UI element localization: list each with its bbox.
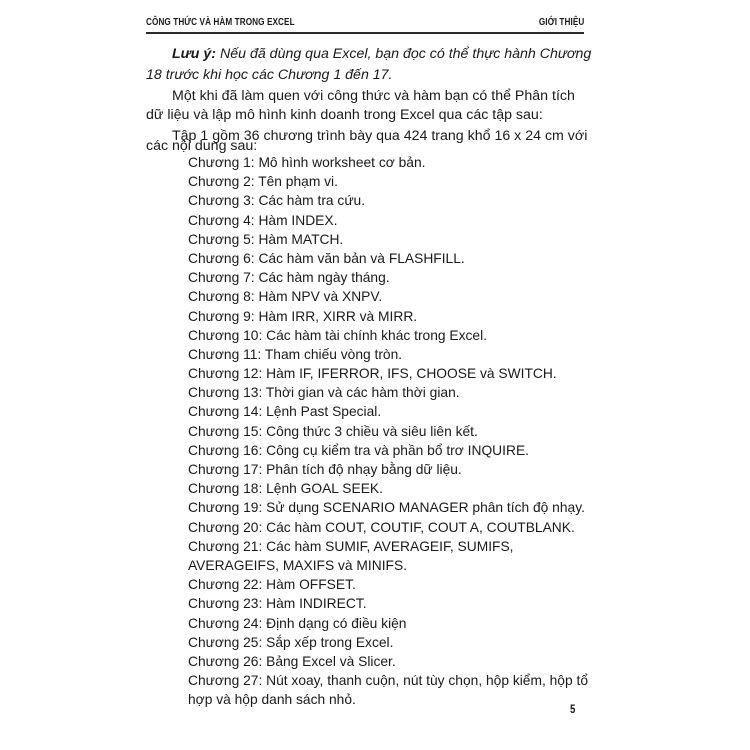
chapter-item: Chương 8: Hàm NPV và XNPV. — [188, 289, 383, 305]
chapter-item: Chương 3: Các hàm tra cứu. — [188, 193, 366, 209]
chapter-item: Chương 9: Hàm IRR, XIRR và MIRR. — [188, 308, 418, 324]
header-rule — [146, 32, 584, 34]
note-lead: Lưu ý: — [172, 46, 217, 62]
chapter-item: Chương 23: Hàm INDIRECT. — [188, 596, 367, 612]
chapter-item: Chương 14: Lệnh Past Special. — [188, 404, 382, 420]
chapter-item: Chương 17: Phân tích độ nhạy bằng dữ liệu. — [188, 462, 462, 477]
chapter-item: Chương 12: Hàm IF, IFERROR, IFS, CHOOSE và SWITCH. — [188, 366, 557, 382]
chapter-item: Chương 22: Hàm OFFSET. — [188, 577, 356, 593]
volume-line-2: các nội dung sau: — [146, 138, 258, 154]
chapter-item: Chương 13: Thời gian và các hàm thời gian. — [188, 385, 460, 401]
chapter-item: Chương 20: Các hàm COUT, COUTIF, COUT A, COUTBLANK. — [188, 519, 575, 535]
chapter-item: Chương 26: Bảng Excel và Slicer. — [188, 653, 396, 669]
chapter-item: Chương 15: Công thức 3 chiều và siêu liên kết. — [188, 423, 478, 439]
note-paragraph — [146, 44, 612, 86]
chapter-item: Chương 1: Mô hình worksheet cơ bản. — [188, 155, 426, 170]
header-book-title: CÔNG THỨC VÀ HÀM TRONG EXCEL — [146, 16, 295, 28]
header-section-title: GIỚI THIỆU — [538, 16, 584, 28]
chapter-item: Chương 4: Hàm INDEX. — [188, 212, 338, 228]
chapter-item: Chương 21: Các hàm SUMIF, AVERAGEIF, SUMIFS, AVERAGEIFS, MAXIFS và MINIFS. — [188, 538, 514, 573]
chapter-item: Chương 6: Các hàm văn bản và FLASHFILL. — [188, 250, 465, 266]
intro-line-1: Một khi đã làm quen với công thức và hàm bạn có thể Phân tích — [172, 88, 575, 104]
chapter-item: Chương 10: Các hàm tài chính khác trong Excel. — [188, 327, 487, 343]
volume-line-1: Tập 1 gồm 36 chương trình bày qua 424 trang khổ 16 x 24 cm với — [172, 128, 588, 144]
note-line-1: Nếu đã dùng qua Excel, bạn đọc có thể thực hành Chương — [219, 46, 592, 62]
chapter-item: Chương 2: Tên phạm vi. — [188, 174, 338, 190]
running-header — [146, 12, 584, 34]
chapter-list — [188, 153, 598, 709]
page-number: 5 — [570, 702, 576, 716]
chapter-item: Chương 18: Lệnh GOAL SEEK. — [188, 481, 383, 497]
chapter-item: Chương 5: Hàm MATCH. — [188, 231, 344, 247]
chapter-item: Chương 7: Các hàm ngày tháng. — [188, 270, 390, 286]
chapter-item: Chương 25: Sắp xếp trong Excel. — [188, 634, 394, 650]
chapter-item: Chương 16: Công cụ kiểm tra và phần bổ trơ INQUIRE. — [188, 442, 529, 458]
chapter-item: Chương 19: Sử dụng SCENARIO MANAGER phân tích độ nhạy. — [188, 500, 585, 516]
chapter-item: Chương 11: Tham chiếu vòng tròn. — [188, 346, 403, 362]
chapter-item: Chương 27: Nút xoay, thanh cuộn, nút tùy chọn, hộp kiểm, hộp tổ hợp và hộp danh sách nhỏ. — [188, 673, 588, 708]
note-line-2: 18 trước khi học các Chương 1 đến 17. — [146, 67, 393, 83]
intro-line-2: dữ liệu và lập mô hình kinh doanh trong Excel qua các tập sau: — [146, 107, 543, 123]
chapter-item: Chương 24: Định dạng có điều kiện — [188, 615, 407, 631]
